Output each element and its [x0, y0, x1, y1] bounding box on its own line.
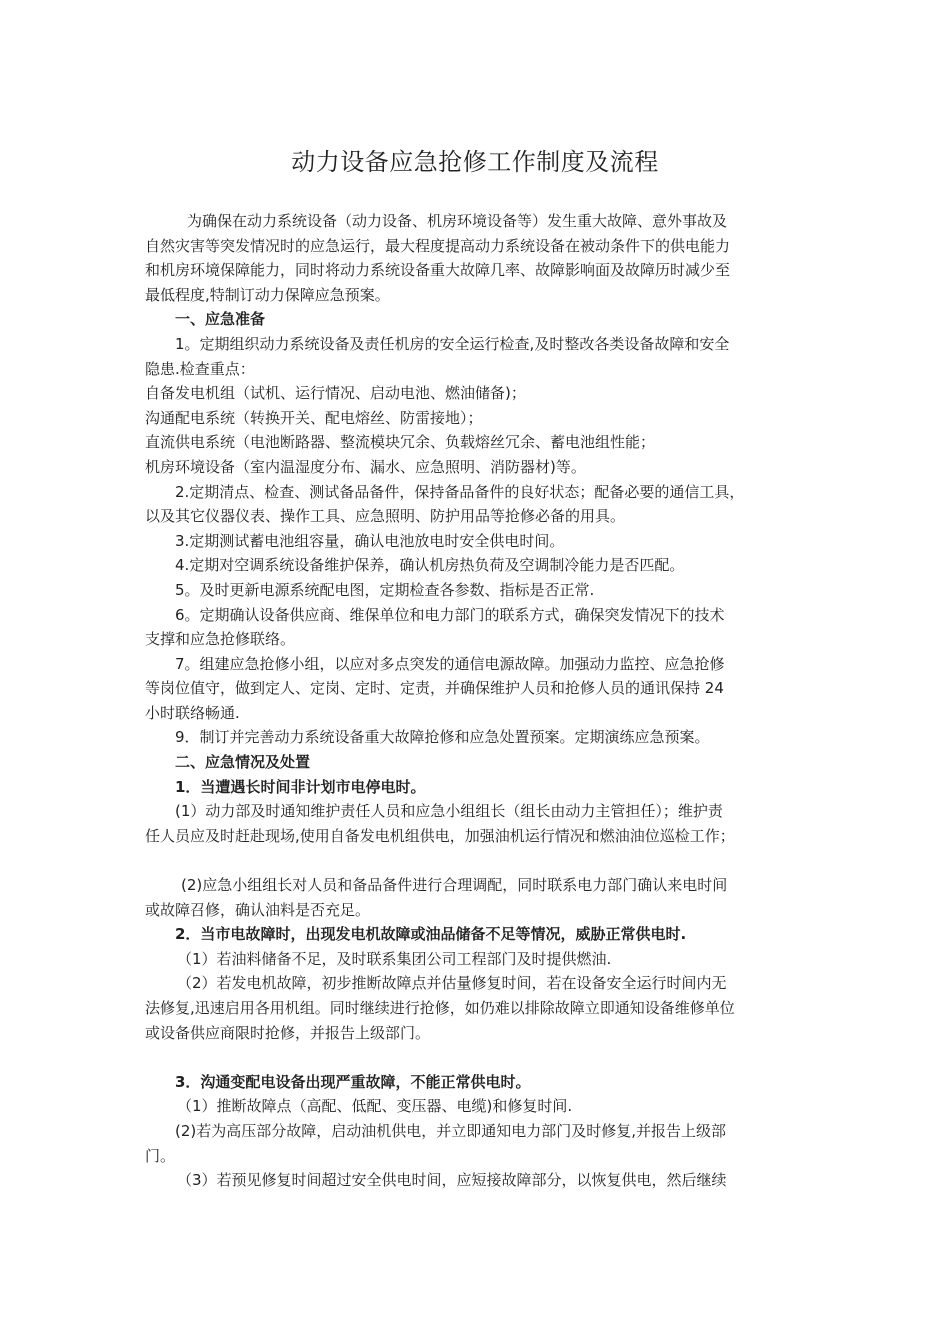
paragraph-line: (1）动力部及时通知维护责任人员和应急小组组长（组长由动力主管担任）；维护责	[175, 802, 723, 821]
paragraph-line: 门。	[145, 1146, 176, 1165]
paragraph-line: 4.定期对空调系统设备维护保养，确认机房热负荷及空调制冷能力是否匹配。	[175, 556, 685, 575]
document-body	[145, 209, 810, 1193]
paragraph-line: 6。定期确认设备供应商、维保单位和电力部门的联系方式，确保突发情况下的技术	[175, 605, 725, 624]
paragraph-line: 2.定期清点、检查、测试备品备件，保持备品备件的良好状态；配备必要的通信工具，	[175, 482, 745, 501]
paragraph-line: 法修复,迅速启用各用机组。同时继续进行抢修，如仍难以排除故障立即通知设备维修单位	[145, 999, 735, 1017]
paragraph-line: 自然灾害等突发情况时的应急运行，最大程度提高动力系统设备在被动条件下的供电能力	[145, 236, 731, 255]
paragraph-line: 3.定期测试蓄电池组容量，确认电池放电时安全供电时间。	[175, 531, 565, 550]
paragraph-line: 任人员应及时赶赴现场,使用自备发电机组供电，加强油机运行情况和燃油油位巡检工作；	[145, 826, 735, 845]
paragraph-line: 最低程度,特制订动力保障应急预案。	[145, 285, 390, 304]
paragraph-line: （3）若预见修复时间超过安全供电时间，应短接故障部分，以恢复供电，然后继续	[177, 1171, 727, 1190]
paragraph-line: 5。及时更新电源系统配电图，定期检查各参数、指标是否正常.	[175, 580, 595, 599]
paragraph-line: 或故障召修，确认油料是否充足。	[145, 900, 371, 919]
section-heading: 一、应急准备	[175, 310, 266, 329]
paragraph-line: 沟通配电系统（转换开关、配电熔丝、防雷接地）；	[145, 408, 483, 427]
paragraph-line: （2）若发电机故障，初步推断故障点并估量修复时间，若在设备安全运行时间内无	[177, 974, 727, 993]
paragraph-line: 1。定期组织动力系统设备及责任机房的安全运行检查,及时整改各类设备故障和安全	[175, 334, 730, 353]
blank-line	[145, 848, 810, 873]
paragraph-line: （1）若油料储备不足，及时联系集团公司工程部门及时提供燃油.	[177, 949, 612, 968]
paragraph-line: 隐患.检查重点：	[145, 359, 255, 378]
subsection-heading: 2．当市电故障时，出现发电机故障或油品储备不足等情况，威胁正常供电时.	[175, 925, 687, 944]
paragraph-line: (2)应急小组组长对人员和备品备件进行合理调配，同时联系电力部门确认来电时间	[181, 876, 728, 895]
paragraph-line: （1）推断故障点（高配、低配、变压器、电缆)和修复时间.	[177, 1097, 573, 1116]
paragraph-line: 和机房环境保障能力，同时将动力系统设备重大故障几率、故障影响面及故障历时减少至	[145, 261, 731, 280]
document-title: 动力设备应急抢修工作制度及流程	[291, 148, 659, 176]
paragraph-line: 等岗位值守，做到定人、定岗、定时、定责，并确保维护人员和抢修人员的通讯保持 24	[145, 679, 724, 698]
paragraph-line: (2)若为高压部分故障，启动油机供电，并立即通知电力部门及时修复,并报告上级部	[175, 1121, 727, 1140]
paragraph-line: 机房环境设备（室内温湿度分布、漏水、应急照明、消防器材)等。	[145, 457, 586, 476]
paragraph-line: 小时联络畅通.	[145, 703, 240, 722]
subsection-heading: 3．沟通变配电设备出现严重故障，不能正常供电时。	[175, 1072, 531, 1091]
paragraph-line: 为确保在动力系统设备（动力设备、机房环境设备等）发生重大故障、意外事故及	[187, 212, 728, 230]
paragraph-line: 以及其它仪器仪表、操作工具、应急照明、防护用品等抢修必备的用具。	[145, 507, 626, 526]
paragraph-line: 9．制订并完善动力系统设备重大故障抢修和应急处置预案。定期演练应急预案。	[175, 728, 710, 747]
paragraph-line: 或设备供应商限时抢修，并报告上级部门。	[145, 1023, 431, 1042]
blank-line	[145, 1045, 810, 1070]
paragraph-line: 直流供电系统（电池断路器、整流模块冗余、负载熔丝冗余、蓄电池组性能；	[145, 433, 656, 452]
paragraph-line: 7。组建应急抢修小组，以应对多点突发的通信电源故障。加强动力监控、应急抢修	[175, 654, 725, 673]
subsection-heading: 1．当遭遇长时间非计划市电停电时。	[175, 777, 426, 796]
paragraph-line: 自备发电机组（试机、运行情况、启动电池、燃油储备)；	[145, 384, 526, 403]
paragraph-line: 支撑和应急抢修联络。	[145, 630, 296, 649]
section-heading: 二、应急情况及处置	[175, 753, 311, 772]
